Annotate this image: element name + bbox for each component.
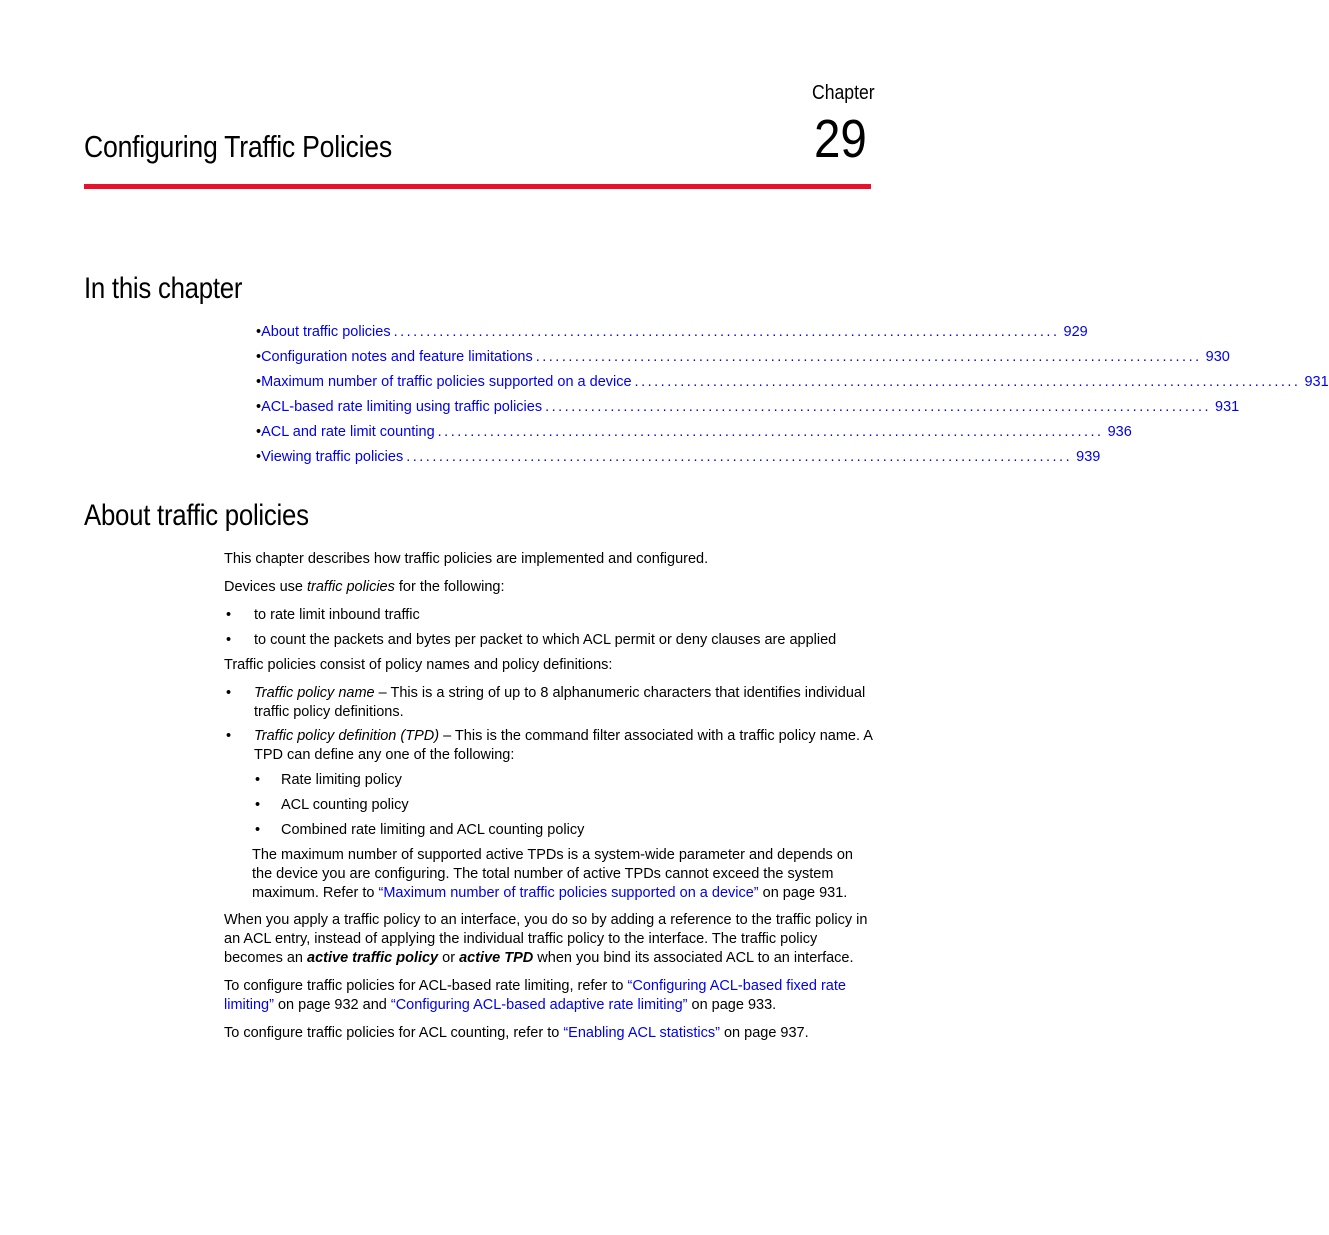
- policy-name-definition: – This is a string of up to 8 alphanumeric characters that identifies individual traffic policy definitions.: [254, 685, 866, 720]
- acl-statistics-link[interactable]: “Enabling ACL statistics”: [563, 1025, 720, 1041]
- chapter-label: Chapter: [812, 82, 875, 104]
- active-traffic-policy-term: active traffic policy: [307, 950, 439, 966]
- bullet-icon: •: [256, 324, 262, 340]
- toc-entry[interactable]: [256, 397, 1240, 422]
- intro-paragraph: This chapter describes how traffic policies are implemented and configured.: [224, 551, 709, 567]
- rate-limiting-text-end: on page 933.: [687, 997, 777, 1013]
- list-item-text: Rate limiting policy: [281, 772, 402, 788]
- bullet-icon: •: [255, 822, 261, 838]
- bullet-icon: •: [255, 772, 261, 788]
- toc-entry-label[interactable]: Viewing traffic policies: [261, 449, 404, 465]
- uses-intro-text: Devices use: [224, 579, 308, 595]
- traffic-policies-term: traffic policies: [307, 579, 395, 595]
- bullet-icon: •: [226, 632, 232, 648]
- bullet-icon: •: [226, 607, 232, 623]
- toc-entry-label[interactable]: Maximum number of traffic policies supported on a device: [261, 374, 632, 390]
- about-traffic-policies-heading: About traffic policies: [84, 499, 309, 532]
- max-tpd-link[interactable]: “Maximum number of traffic policies supported on a device”: [378, 885, 759, 901]
- toc-entry[interactable]: [256, 347, 1230, 372]
- acl-counting-text: To configure traffic policies for ACL counting, refer to: [224, 1025, 564, 1041]
- bullet-icon: •: [256, 424, 262, 440]
- toc-entry-label[interactable]: About traffic policies: [261, 324, 391, 340]
- list-item-text: to rate limit inbound traffic: [254, 607, 420, 623]
- toc-entry[interactable]: [256, 372, 1329, 397]
- bullet-icon: •: [256, 349, 262, 365]
- uses-intro-text-end: for the following:: [394, 579, 505, 595]
- tpd-term: Traffic policy definition (TPD): [254, 728, 440, 744]
- apply-policy-text-end: when you bind its associated ACL to an interface.: [533, 950, 854, 966]
- toc-entry[interactable]: [256, 447, 1101, 472]
- adaptive-rate-limiting-link[interactable]: “Configuring ACL-based adaptive rate limiting”: [390, 997, 688, 1013]
- toc-leader: ......................................................................................................: [406, 449, 1073, 465]
- acl-counting-text-end: on page 937.: [719, 1025, 809, 1041]
- active-tpd-term: active TPD: [459, 950, 534, 966]
- toc-leader: ......................................................................................................: [535, 349, 1202, 365]
- toc-entry[interactable]: [256, 322, 1088, 347]
- toc-leader: ......................................................................................................: [393, 324, 1060, 340]
- list-item-text: [254, 727, 874, 765]
- toc-leader: ......................................................................................................: [545, 399, 1212, 415]
- consists-paragraph: Traffic policies consist of policy names and policy definitions:: [224, 657, 613, 673]
- toc-entry-label[interactable]: ACL-based rate limiting using traffic policies: [261, 399, 543, 415]
- apply-policy-or: or: [438, 950, 460, 966]
- uses-intro-paragraph: [224, 578, 874, 597]
- chapter-title-rule: [84, 184, 871, 189]
- fixed-rate-limiting-link[interactable]: “Configuring ACL-based fixed rate limiting”: [224, 978, 846, 1013]
- list-item-text: Combined rate limiting and ACL counting policy: [281, 822, 585, 838]
- bullet-icon: •: [256, 449, 262, 465]
- apply-policy-paragraph: [224, 911, 874, 968]
- list-item-text: [254, 684, 874, 722]
- toc-leader: ......................................................................................................: [634, 374, 1301, 390]
- chapter-title: Configuring Traffic Policies: [84, 129, 392, 164]
- toc-leader: ......................................................................................................: [437, 424, 1104, 440]
- tpd-definition: – This is the command filter associated with a traffic policy name. A TPD can define any one of the following:: [254, 728, 873, 763]
- bullet-icon: •: [255, 797, 261, 813]
- chapter-number: 29: [814, 109, 867, 169]
- acl-counting-paragraph: [224, 1024, 874, 1043]
- max-tpd-text-end: on page 931.: [758, 885, 848, 901]
- list-item-text: to count the packets and bytes per packet to which ACL permit or deny clauses are applied: [254, 632, 837, 648]
- max-tpd-text: The maximum number of supported active TPDs is a system-wide parameter and depends on the device you are configuring. The total number of active TPDs cannot exceed the system maximum. Refer to: [252, 847, 853, 901]
- rate-limiting-mid: on page 932 and: [273, 997, 391, 1013]
- toc-entry-page[interactable]: 939: [1076, 449, 1101, 465]
- bullet-icon: •: [226, 685, 232, 701]
- bullet-icon: •: [226, 728, 232, 744]
- chapter-toc: [256, 322, 1329, 472]
- toc-entry-page[interactable]: 929: [1063, 324, 1088, 340]
- toc-entry-page[interactable]: 931: [1215, 399, 1240, 415]
- rate-limiting-paragraph: [224, 977, 874, 1015]
- apply-policy-text: When you apply a traffic policy to an interface, you do so by adding a reference to the traffic policy in an ACL entry, instead of applying the individual traffic policy to the interface. The traffic policy becomes an: [224, 912, 868, 966]
- policy-name-term: Traffic policy name: [254, 685, 375, 701]
- rate-limiting-text: To configure traffic policies for ACL-based rate limiting, refer to: [224, 978, 628, 994]
- bullet-icon: •: [256, 399, 262, 415]
- toc-entry-label[interactable]: ACL and rate limit counting: [261, 424, 435, 440]
- toc-entry-page[interactable]: 930: [1205, 349, 1230, 365]
- toc-entry-page[interactable]: 936: [1107, 424, 1132, 440]
- bullet-icon: •: [256, 374, 262, 390]
- list-item-text: ACL counting policy: [281, 797, 409, 813]
- in-this-chapter-heading: In this chapter: [84, 272, 243, 305]
- toc-entry[interactable]: [256, 422, 1132, 447]
- max-tpd-paragraph: [252, 846, 874, 903]
- toc-entry-page[interactable]: 931: [1304, 374, 1329, 390]
- toc-entry-label[interactable]: Configuration notes and feature limitations: [261, 349, 533, 365]
